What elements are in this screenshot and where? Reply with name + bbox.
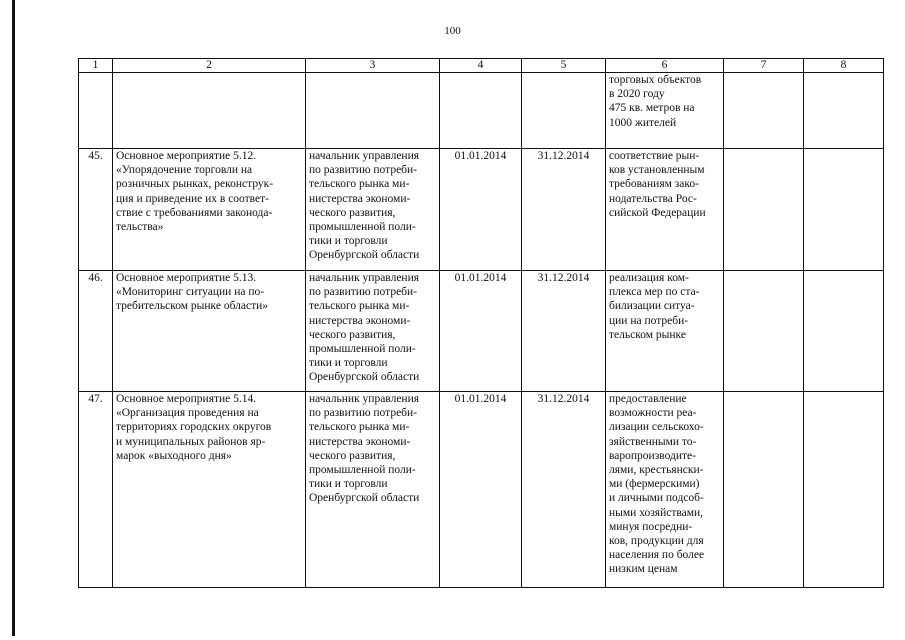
result-line: сийской Федерации — [609, 206, 706, 219]
executor-line: по развитию потреби- — [309, 286, 418, 299]
event-line: территориях городских округов — [116, 421, 272, 434]
row-number-cell: 46. — [79, 271, 113, 392]
event-line: марок «выходного дня» — [116, 449, 232, 462]
executor-line: нистерства экономи- — [309, 192, 411, 205]
executor-cell — [306, 392, 440, 588]
column-8-cell — [804, 271, 884, 392]
result-line: лизации сельскохо- — [609, 421, 704, 434]
event-line: тельства» — [116, 221, 164, 234]
event-line: требительском рынке области» — [116, 300, 269, 313]
executor-line: нистерства экономи- — [309, 314, 411, 327]
event-line: ция и приведение их в соответ- — [116, 192, 270, 205]
row-number-cell: 47. — [79, 392, 113, 588]
table-row — [79, 73, 884, 149]
column-8-cell — [804, 73, 884, 149]
table-row — [79, 149, 884, 271]
result-line: минуя посредни- — [609, 520, 693, 533]
header-row — [79, 59, 884, 73]
result-line: торговых объектов — [609, 74, 702, 86]
column-header: 5 — [522, 59, 606, 73]
result-line: тельском рынке — [609, 328, 686, 341]
start-date-cell: 01.01.2014 — [440, 149, 522, 271]
result-line: населения по более — [609, 549, 705, 562]
result-cell — [606, 73, 724, 149]
result-line: низким ценам — [609, 563, 678, 576]
table-row — [79, 271, 884, 392]
column-8-cell — [804, 149, 884, 271]
column-7-cell — [724, 149, 804, 271]
executor-cell — [306, 73, 440, 149]
column-header: 7 — [724, 59, 804, 73]
executor-line: тельского рынка ми- — [309, 300, 410, 313]
start-date-cell — [440, 73, 522, 149]
result-line: нодательства Рос- — [609, 192, 697, 205]
executor-line: ческого развития, — [309, 449, 396, 462]
executor-cell — [306, 271, 440, 392]
result-line: ков, продукции для — [609, 535, 704, 548]
executor-line: начальник управления — [309, 150, 420, 162]
end-date-cell: 31.12.2014 — [522, 392, 606, 588]
result-line: ми (фермерскими) — [609, 478, 700, 491]
column-7-cell — [724, 271, 804, 392]
result-line: зяйственными то- — [609, 435, 697, 448]
executor-line: промышленной поли- — [309, 221, 416, 234]
event-line: «Организация проведения на — [116, 407, 259, 420]
column-header: 6 — [606, 59, 724, 73]
end-date-cell: 31.12.2014 — [522, 271, 606, 392]
binding-edge-line — [12, 0, 15, 636]
executor-line: тельского рынка ми- — [309, 178, 410, 191]
event-line: «Упорядочение торговли на — [116, 164, 253, 177]
executor-line: ческого развития, — [309, 328, 396, 341]
event-cell — [113, 73, 306, 149]
end-date-cell — [522, 73, 606, 149]
start-date-cell: 01.01.2014 — [440, 392, 522, 588]
event-cell — [113, 271, 306, 392]
result-cell — [606, 271, 724, 392]
event-line: и муниципальных районов яр- — [116, 435, 266, 448]
executor-line: нистерства экономи- — [309, 435, 411, 448]
column-7-cell — [724, 392, 804, 588]
result-line: требованиям зако- — [609, 178, 699, 191]
column-header: 3 — [306, 59, 440, 73]
executor-line: промышленной поли- — [309, 464, 416, 477]
executor-line: Оренбургской области — [309, 371, 420, 384]
result-line: плекса мер по ста- — [609, 286, 700, 299]
start-date-cell: 01.01.2014 — [440, 271, 522, 392]
page-number: 100 — [444, 25, 461, 37]
end-date-cell: 31.12.2014 — [522, 149, 606, 271]
executor-line: тики и торговли — [309, 478, 388, 491]
executor-line: по развитию потреби- — [309, 407, 418, 420]
result-line: и личными подсоб- — [609, 492, 704, 505]
table-row — [79, 392, 884, 588]
executor-line: Оренбургской области — [309, 492, 420, 505]
executor-line: начальник управления — [309, 393, 420, 405]
event-line: «Мониторинг ситуации на по- — [116, 286, 265, 299]
event-cell — [113, 392, 306, 588]
result-line: ными хозяйствами, — [609, 506, 704, 519]
result-line: лями, крестьянски- — [609, 464, 704, 477]
result-line: в 2020 году — [609, 88, 665, 101]
event-line: ствие с требованиями законода- — [116, 206, 273, 219]
column-7-cell — [724, 73, 804, 149]
executor-line: начальник управления — [309, 272, 420, 284]
event-line: розничных рынках, реконструк- — [116, 178, 274, 191]
column-header: 4 — [440, 59, 522, 73]
event-cell — [113, 149, 306, 271]
result-line: 475 кв. метров на — [609, 102, 695, 115]
event-line: Основное мероприятие 5.14. — [116, 393, 257, 405]
result-line: билизации ситуа- — [609, 300, 695, 313]
executor-line: тельского рынка ми- — [309, 421, 410, 434]
event-line: Основное мероприятие 5.12. — [116, 150, 257, 162]
result-line: 1000 жителей — [609, 116, 677, 129]
executor-line: ческого развития, — [309, 206, 396, 219]
column-8-cell — [804, 392, 884, 588]
column-header: 8 — [804, 59, 884, 73]
executor-line: промышленной поли- — [309, 343, 416, 356]
result-cell — [606, 149, 724, 271]
executor-cell — [306, 149, 440, 271]
result-line: варопроизводите- — [609, 449, 696, 462]
result-line: ции на потреби- — [609, 314, 689, 327]
result-line: предоставление — [609, 393, 687, 405]
column-header: 1 — [79, 59, 113, 73]
result-line: возможности реа- — [609, 407, 697, 420]
result-line: соответствие рын- — [609, 150, 700, 162]
result-line: ков установленным — [609, 164, 705, 177]
executor-line: Оренбургской области — [309, 249, 420, 262]
column-header: 2 — [113, 59, 306, 73]
event-line: Основное мероприятие 5.13. — [116, 272, 257, 284]
result-line: реализация ком- — [609, 272, 689, 284]
executor-line: тики и торговли — [309, 235, 388, 248]
executor-line: тики и торговли — [309, 357, 388, 370]
table-body — [79, 73, 884, 588]
executor-line: по развитию потреби- — [309, 164, 418, 177]
row-number-cell — [79, 73, 113, 149]
activities-table — [78, 58, 884, 588]
row-number-cell: 45. — [79, 149, 113, 271]
result-cell — [606, 392, 724, 588]
